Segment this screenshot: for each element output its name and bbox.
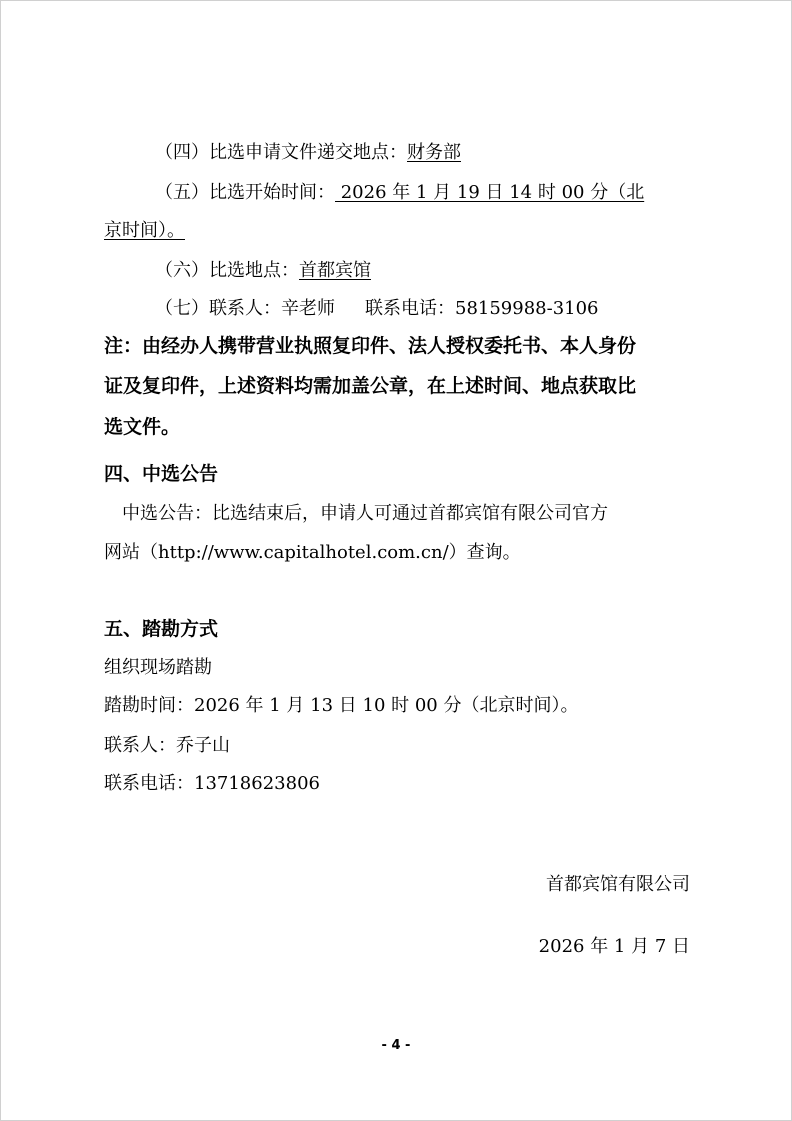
section-five-line-3: 联系人：乔子山 [104, 735, 230, 756]
section-four-line-1: 中选公告：比选结束后，申请人可通过首都宾馆有限公司官方 [122, 503, 608, 524]
section-four-heading: 四、中选公告 [104, 463, 219, 485]
note-line-2: 证及复印件，上述资料均需加盖公章，在上述时间、地点获取比 [104, 375, 637, 397]
item-seven [155, 296, 599, 322]
item-four [155, 140, 461, 166]
signature-date: 2026 年 1 月 7 日 [538, 936, 690, 957]
item-four-label: （四）比选申请文件递交地点： [155, 142, 407, 163]
item-five-value-line2: 京时间）。 [104, 220, 185, 241]
item-four-value: 财务部 [407, 142, 461, 163]
signature-company: 首都宾馆有限公司 [546, 874, 690, 895]
item-seven-contact: （七）联系人：辛老师 [155, 298, 335, 319]
section-five-heading: 五、踏勘方式 [104, 618, 219, 640]
section-five-line-4: 联系电话：13718623806 [104, 773, 320, 794]
item-five-underline-tail [185, 218, 205, 244]
item-six-value: 首都宾馆 [299, 260, 371, 281]
page-number: - 4 - [381, 1038, 411, 1053]
section-five-line-1: 组织现场踏勘 [104, 657, 212, 678]
note-line-1: 注：由经办人携带营业执照复印件、法人授权委托书、本人身份 [104, 335, 637, 357]
item-five [155, 180, 644, 206]
item-six [155, 258, 371, 284]
note-line-3: 选文件。 [104, 416, 181, 438]
item-six-label: （六）比选地点： [155, 260, 299, 281]
section-five-line-2: 踏勘时间：2026 年 1 月 13 日 10 时 00 分（北京时间）。 [104, 695, 579, 716]
item-five-label: （五）比选开始时间： [155, 182, 335, 203]
item-seven-phone: 联系电话：58159988-3106 [365, 298, 599, 319]
item-five-cont [104, 218, 205, 244]
item-five-value-line1: 2026 年 1 月 19 日 14 时 00 分（北 [335, 182, 645, 203]
section-four-line-2: 网站（http://www.capitalhotel.com.cn/）查询。 [104, 542, 521, 563]
